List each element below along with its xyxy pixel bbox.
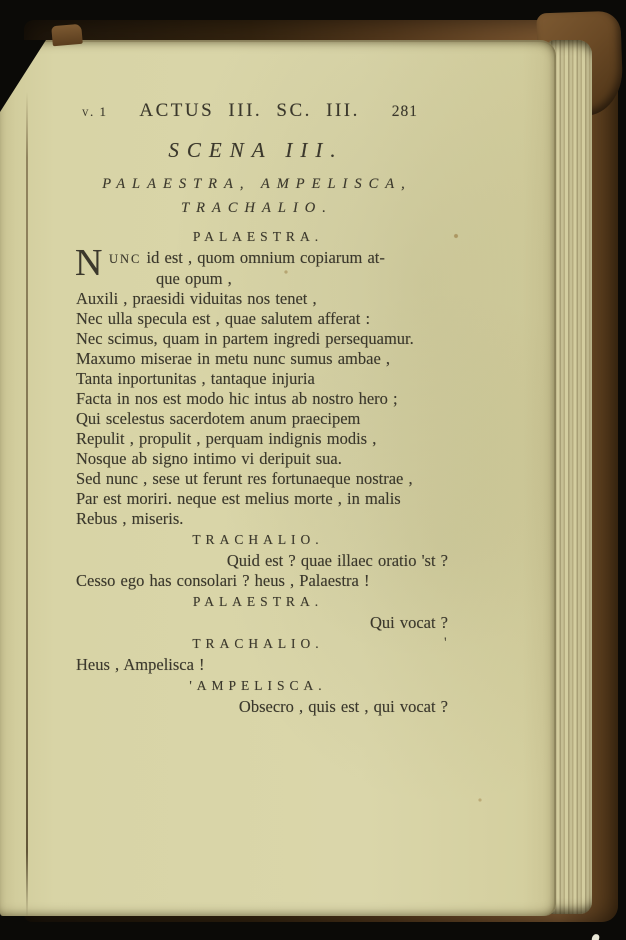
verse-line: Maxumo miserae in metu nunc sumus ambae , <box>76 349 391 368</box>
gutter-fold-line <box>26 92 28 918</box>
verse-line: Obsecro , quis est , qui vocat ? <box>238 697 448 716</box>
verse-line: Rebus , miseris. <box>76 509 184 528</box>
verse-line: Nec ulla specula est , quae salutem afferat : <box>76 309 371 328</box>
drop-cap: N <box>75 242 103 284</box>
verse-line: Nec scimus, quam in partem ingredi persequamur. <box>76 329 414 348</box>
speaker-heading: TRACHALIO. <box>192 532 324 547</box>
scene-heading: SCENA III. <box>168 138 344 162</box>
paper-speck <box>591 933 600 940</box>
cast-list <box>76 176 448 217</box>
verse-line: Repulit , propulit , perquam indignis modis , <box>76 429 377 448</box>
verse-line: que opum , <box>156 269 232 288</box>
speaker-heading: TRACHALIO. <box>192 636 324 651</box>
verse-line: Par est moriri. neque est melius morte , in malis <box>76 489 401 508</box>
page-header <box>76 100 448 122</box>
verse-line: Qui scelestus sacerdotem anum praecipem <box>76 409 361 428</box>
verse-line: Qui vocat ? <box>369 613 448 632</box>
cast-line: TRACHALIO. <box>181 200 333 216</box>
stray-ink-mark: ' <box>444 635 447 651</box>
verse-line: Facta in nos est modo hic intus ab nostro hero ; <box>76 389 398 408</box>
small-caps: UNC <box>109 252 142 266</box>
verse-line: Tanta inportunitas , tantaque injuria <box>76 369 315 388</box>
binding-tab <box>51 24 83 47</box>
speaker-heading: PALAESTRA. <box>192 594 324 609</box>
page-corner-shadow <box>0 40 46 112</box>
verse-line: Cesso ego has consolari ? heus , Palaestra ! <box>76 571 370 590</box>
verse-line: Quid est ? quae illaec oratio 'st ? <box>226 551 448 570</box>
speaker-heading: 'AMPELISCA. <box>189 678 327 693</box>
verse-line: Heus , Ampelisca ! <box>76 655 205 674</box>
book-page <box>0 40 556 916</box>
verse-line: Sed nunc , sese ut ferunt res fortunaeque nostrae , <box>76 469 413 488</box>
volume-signature: v. 1 <box>82 104 108 119</box>
verse-flow <box>76 226 448 717</box>
verse-line: Auxili , praesidi viduitas nos tenet , <box>76 289 317 308</box>
running-head: ACTUS III. SC. III. <box>139 100 360 121</box>
verse-line: N UNC id est , quom omnium copiarum at- <box>75 242 385 284</box>
cast-line: PALAESTRA, AMPELISCA, <box>102 176 412 192</box>
text-block <box>76 100 448 717</box>
page-number: 281 <box>391 103 418 120</box>
verse-line: Nosque ab signo intimo vi deripuit sua. <box>76 449 342 468</box>
speaker-heading: PALAESTRA. <box>192 229 324 244</box>
